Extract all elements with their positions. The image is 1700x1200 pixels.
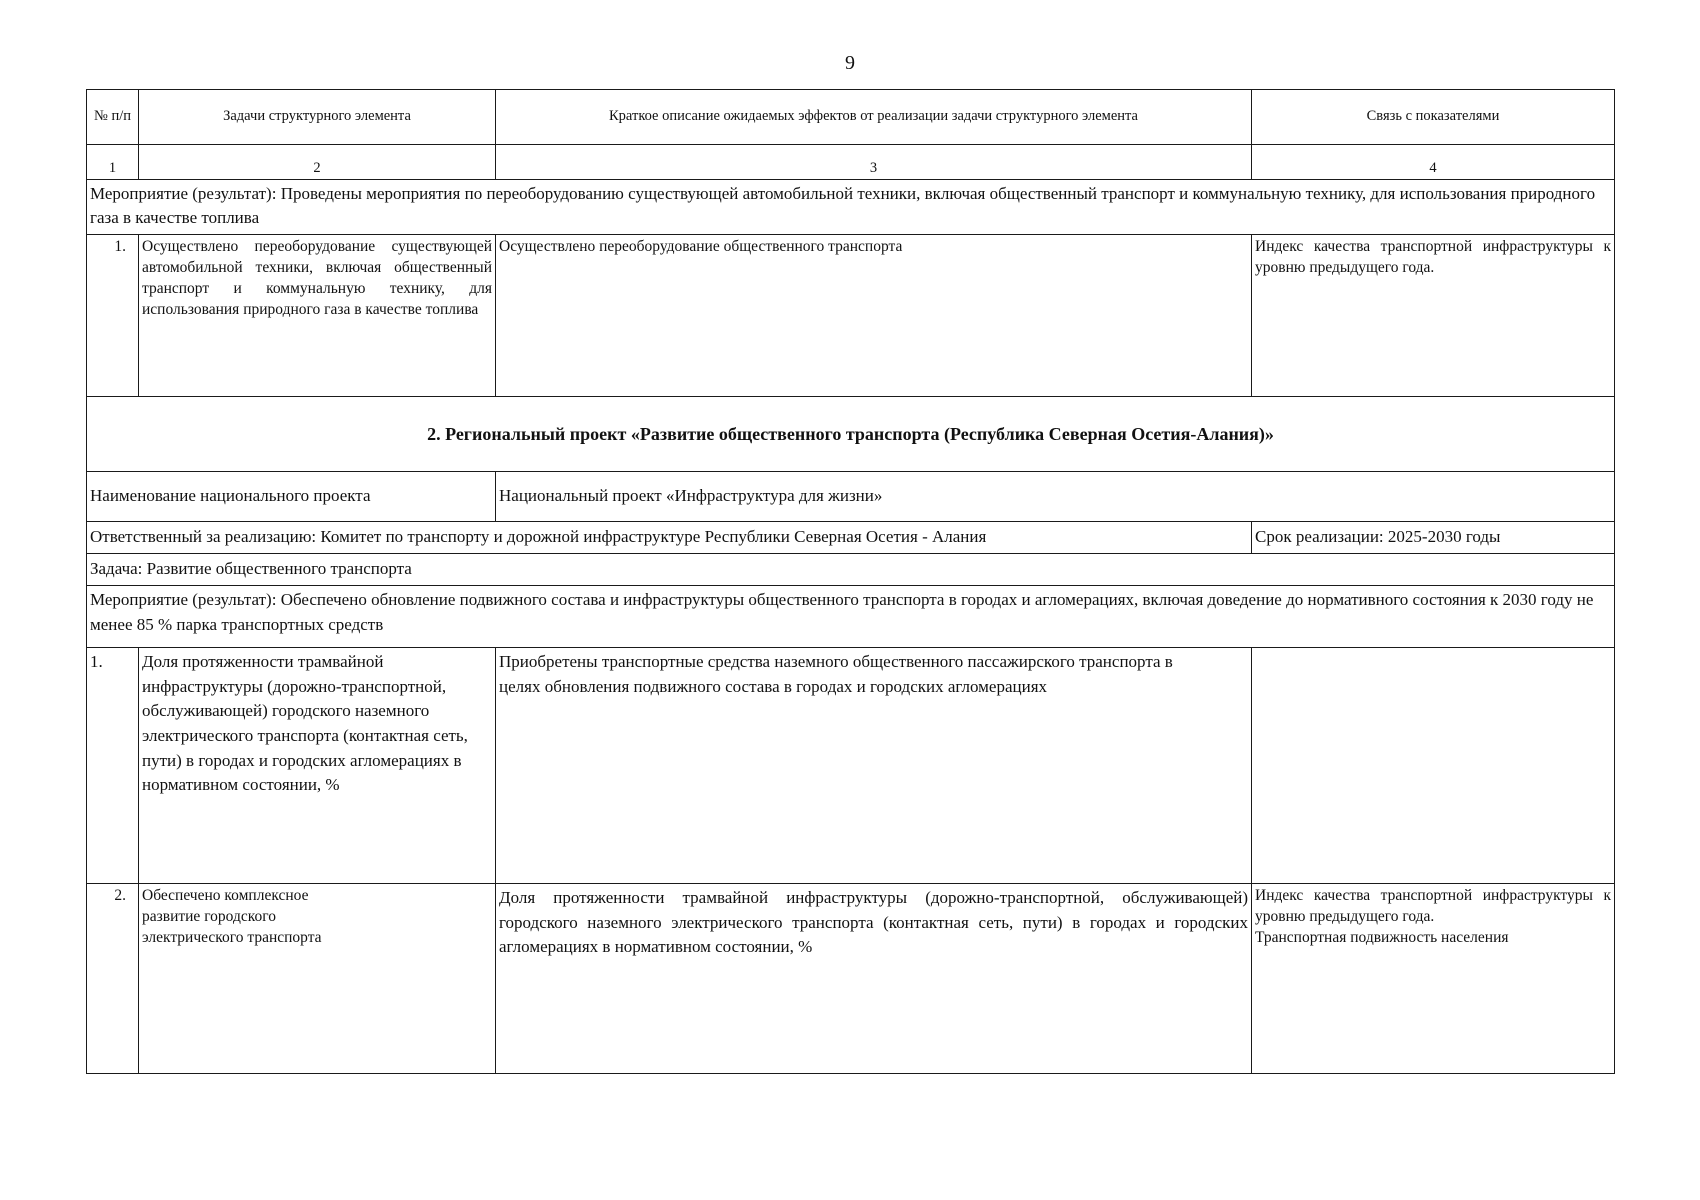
term-text: Срок реализации: 2025-2030 годы — [1252, 522, 1615, 554]
task-text: Задача: Развитие общественного транспорта — [87, 554, 1615, 586]
effect-cell: Доля протяженности трамвайной инфраструктуры (дорожно-транспортной, обслуживающей) городского наземного электрического транспорта (контактная сеть, пути) в городах и городских агломерациях в нормативном состоянии, % — [496, 884, 1252, 1074]
column-number: 2 — [139, 145, 496, 180]
indicator-text: Транспортная подвижность населения — [1255, 928, 1509, 946]
section-title-row — [87, 397, 1615, 472]
task-cell: Осуществлено переоборудование существующей автомобильной техники, включая общественный транспорт и коммунальную технику, для использования природного газа в качестве топлива — [139, 235, 496, 397]
column-number: 4 — [1252, 145, 1615, 180]
national-project-value: Национальный проект «Инфраструктура для жизни» — [496, 472, 1615, 522]
task-cell: Доля протяженности трамвайной инфраструктуры (дорожно-транспортной, обслуживающей) городского наземного электрического транспорта (контактная сеть, пути) в городах и городских агломерациях в нормативном состоянии, % — [139, 648, 496, 884]
column-number: 1 — [87, 145, 139, 180]
table-row — [87, 235, 1615, 397]
indicator-text: Индекс качества транспортной инфраструктуры к уровню предыдущего года. — [1255, 887, 1611, 925]
indicator-cell — [1252, 648, 1615, 884]
task-row — [87, 554, 1615, 586]
national-project-row — [87, 472, 1615, 522]
page-number: 9 — [845, 52, 855, 74]
section-title: 2. Региональный проект «Развитие общественного транспорта (Республика Северная Осетия-Алания)» — [87, 397, 1615, 472]
row-number: 1. — [87, 235, 139, 397]
table-header-row — [87, 90, 1615, 145]
national-project-label: Наименование национального проекта — [87, 472, 496, 522]
responsible-text: Ответственный за реализацию: Комитет по транспорту и дорожной инфраструктуре Республики Северная Осетия - Алания — [87, 522, 1252, 554]
structural-element-table — [86, 89, 1615, 1074]
table-row — [87, 648, 1615, 884]
indicator-cell — [1252, 884, 1615, 1074]
event-description: Мероприятие (результат): Обеспечено обновление подвижного состава и инфраструктуры общественного транспорта в городах и агломерациях, включая доведение до нормативного состояния к 2030 году не менее 85 % парка транспортных средств — [87, 586, 1615, 648]
header-tasks: Задачи структурного элемента — [139, 90, 496, 145]
event-row — [87, 180, 1615, 235]
row-number: 2. — [87, 884, 139, 1074]
table-row — [87, 884, 1615, 1074]
row-number: 1. — [87, 648, 139, 884]
effect-cell: Осуществлено переоборудование общественного транспорта — [496, 235, 1252, 397]
column-number-row — [87, 145, 1615, 180]
header-number: № п/п — [87, 90, 139, 145]
task-text: Обеспечено комплексное развитие городского электрического транспорта — [142, 887, 322, 946]
event-row — [87, 586, 1615, 648]
indicator-cell: Индекс качества транспортной инфраструктуры к уровню предыдущего года. — [1252, 235, 1615, 397]
responsible-row — [87, 522, 1615, 554]
effect-cell: Приобретены транспортные средства наземного общественного пассажирского транспорта в целях обновления подвижного состава в городах и городских агломерациях — [496, 648, 1252, 884]
event-description: Мероприятие (результат): Проведены мероприятия по переоборудованию существующей автомобильной техники, включая общественный транспорт и коммунальную технику, для использования природного газа в качестве топлива — [87, 180, 1615, 235]
task-cell — [139, 884, 496, 1074]
column-number: 3 — [496, 145, 1252, 180]
header-effects: Краткое описание ожидаемых эффектов от реализации задачи структурного элемента — [496, 90, 1252, 145]
header-indicators: Связь с показателями — [1252, 90, 1615, 145]
